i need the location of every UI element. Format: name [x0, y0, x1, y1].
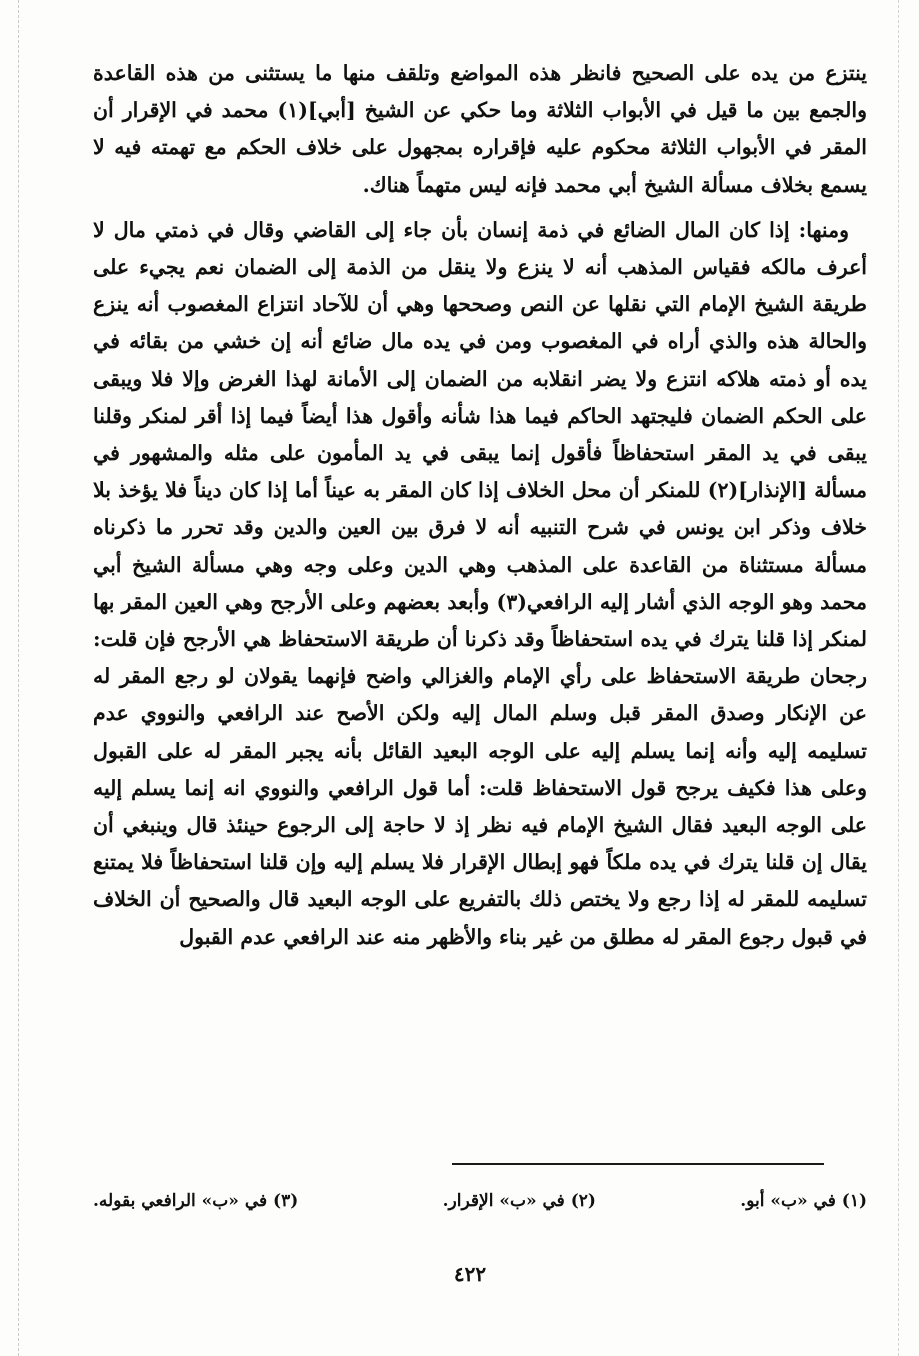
scan-margin-line-right: [898, 0, 899, 1356]
footnote-3: (٣) في «ب» الرافعي بقوله.: [93, 1191, 299, 1211]
main-text: [93, 55, 867, 956]
footnotes: [93, 1188, 867, 1214]
footnote-separator: [452, 1163, 824, 1165]
paragraph: ينتزع من يده على الصحيح فانظر هذه المواضع وتلقف منها ما يستثنى من هذه القاعدة والجمع بين ما قيل في الأبواب الثلاثة وما حكي عن الشيخ [أبي](١) محمد في الإقرار أن المقر في الأبواب الثلاثة محكوم عليه فإقراره بمجهول على خلاف الحكم مع تهمته فيه لا يسمع بخلاف مسألة الشيخ أبي محمد فإنه ليس متهماً هناك.: [93, 61, 867, 197]
footnote-1: (١) في «ب» أبو.: [740, 1191, 867, 1211]
footnote-2: (٢) في «ب» الإقرار.: [442, 1191, 596, 1211]
page-number: ٤٢٢: [453, 1262, 487, 1286]
paragraph: ومنها: إذا كان المال الضائع في ذمة إنسان بأن جاء إلى القاضي وقال في ذمتي مال لا أعرف مالكه فقياس المذهب أنه لا ينزع ولا ينقل من الذمة إلى الضمان نعم يجيء على طريقة الشيخ الإمام التي نقلها عن النص وصححها وهي أن للآحاد انتزاع المغصوب أنه ينزع والحالة هذه والذي أراه في المغصوب ومن في يده مال ضائع أنه إن خشي من بقائه في يده أو ذمته هلاكه انتزع ولا يضر انقلابه من الضمان إلى الأمانة لهذا الغرض وإلا فلا ويبقى على الحكم الضمان فليجتهد الحاكم فيما هذا شأنه وأقول هذا أيضاً فيما إذا أقر لمنكر وقلنا يبقى في يد المقر استحفاظاً فأقول إنما يبقى في يد المأمون على مثله والمشهور في مسألة [الإنذار](٢) للمنكر أن محل الخلاف إذا كان المقر به عيناً أما إذا كان ديناً فلا يؤخذ بلا خلاف وذكر ابن يونس في شرح التنبيه أنه لا فرق بين العين والدين وقد تحرر ما ذكرناه مسألة مستثناة من القاعدة على المذهب وهي الدين وعلى وجه وهي مسألة الشيخ أبي محمد وهو الوجه الذي أشار إليه الرافعي(٣) وأبعد بعضهم وعلى الأرجح وهي العين المقر بها لمنكر إذا قلنا يترك في يده استحفاظاً وقد ذكرنا أن طريقة الاستحفاظ هي الأرجح فإن قلت: رجحان طريقة الاستحفاظ على رأي الإمام والغزالي واضح فإنهما يقولان لو رجع المقر له عن الإنكار وصدق المقر قبل وسلم المال إليه ولكن الأصح عند الرافعي والنووي عدم تسليمه إليه وأنه إنما يسلم إليه على الوجه البعيد القائل بأنه يجبر المقر له على القبول وعلى هذا فكيف يرجح قول الاستحفاظ قلت: أما قول الرافعي والنووي انه إنما يسلم إليه على الوجه البعيد فقال الشيخ الإمام فيه نظر إذ لا حاجة إلى الرجوع حينئذ قال وينبغي أن يقال إن قلنا يترك في يده ملكاً فهو إبطال الإقرار فلا يسلم إليه وإن قلنا استحفاظاً فلا يمتنع تسليمه للمقر له إذا رجع ولا يختص ذلك بالتفريع على الوجه البعيد قال والصحيح أن الخلاف في قبول رجوع المقر له مطلق من غير بناء والأظهر منه عند الرافعي عدم القبول: [93, 217, 868, 949]
scan-margin-line-left: [18, 0, 19, 1356]
